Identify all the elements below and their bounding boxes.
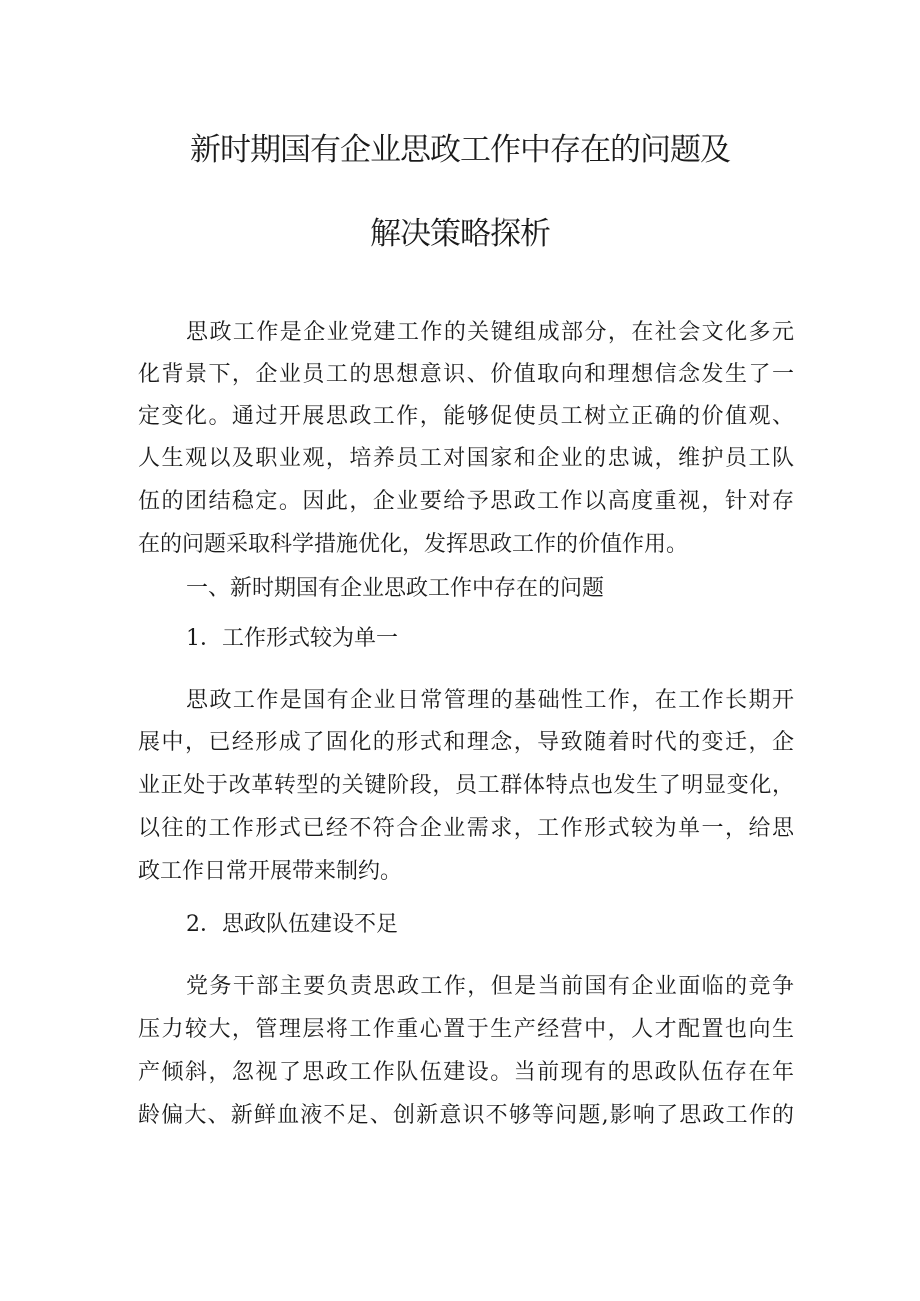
document-title-line-1: 新时期国有企业思政工作中存在的问题及 xyxy=(190,132,730,168)
document-title-line-2: 解决策略探析 xyxy=(370,216,550,252)
sub1-line-5: 政工作日常开展带来制约。 xyxy=(138,859,403,884)
sub2-line-2: 压力较大，管理层将工作重心置于生产经营中，人才配置也向生 xyxy=(138,1017,794,1042)
subsection-2-heading: 2．思政队伍建设不足 xyxy=(186,912,398,937)
sub2-line-4: 龄偏大、新鲜血液不足、创新意识不够等问题,影响了思政工作的 xyxy=(138,1103,794,1128)
subsection-1-heading: 1．工作形式较为单一 xyxy=(186,626,398,651)
section-1-heading: 一、新时期国有企业思政工作中存在的问题 xyxy=(186,576,605,601)
sub1-line-2: 展中，已经形成了固化的形式和理念，导致随着时代的变迁，企 xyxy=(138,730,794,755)
sub2-line-1: 党务干部主要负责思政工作，但是当前国有企业面临的竞争 xyxy=(186,974,794,999)
sub1-line-1: 思政工作是国有企业日常管理的基础性工作，在工作长期开 xyxy=(186,688,794,713)
intro-line-3: 定变化。通过开展思政工作，能够促使员工树立正确的价值观、 xyxy=(138,404,794,429)
sub2-line-3: 产倾斜，忽视了思政工作队伍建设。当前现有的思政队伍存在年 xyxy=(138,1060,794,1085)
intro-line-6: 在的问题采取科学措施优化，发挥思政工作的价值作用。 xyxy=(138,532,689,557)
intro-line-4: 人生观以及职业观，培养员工对国家和企业的忠诚，维护员工队 xyxy=(138,446,794,471)
sub1-line-4: 以往的工作形式已经不符合企业需求，工作形式较为单一，给思 xyxy=(138,816,794,841)
intro-line-2: 化背景下，企业员工的思想意识、价值取向和理想信念发生了一 xyxy=(138,362,794,387)
intro-line-5: 伍的团结稳定。因此，企业要给予思政工作以高度重视，针对存 xyxy=(138,489,794,514)
sub1-line-3: 业正处于改革转型的关键阶段，员工群体特点也发生了明显变化， xyxy=(138,773,794,798)
intro-line-1: 思政工作是企业党建工作的关键组成部分，在社会文化多元 xyxy=(186,320,794,345)
